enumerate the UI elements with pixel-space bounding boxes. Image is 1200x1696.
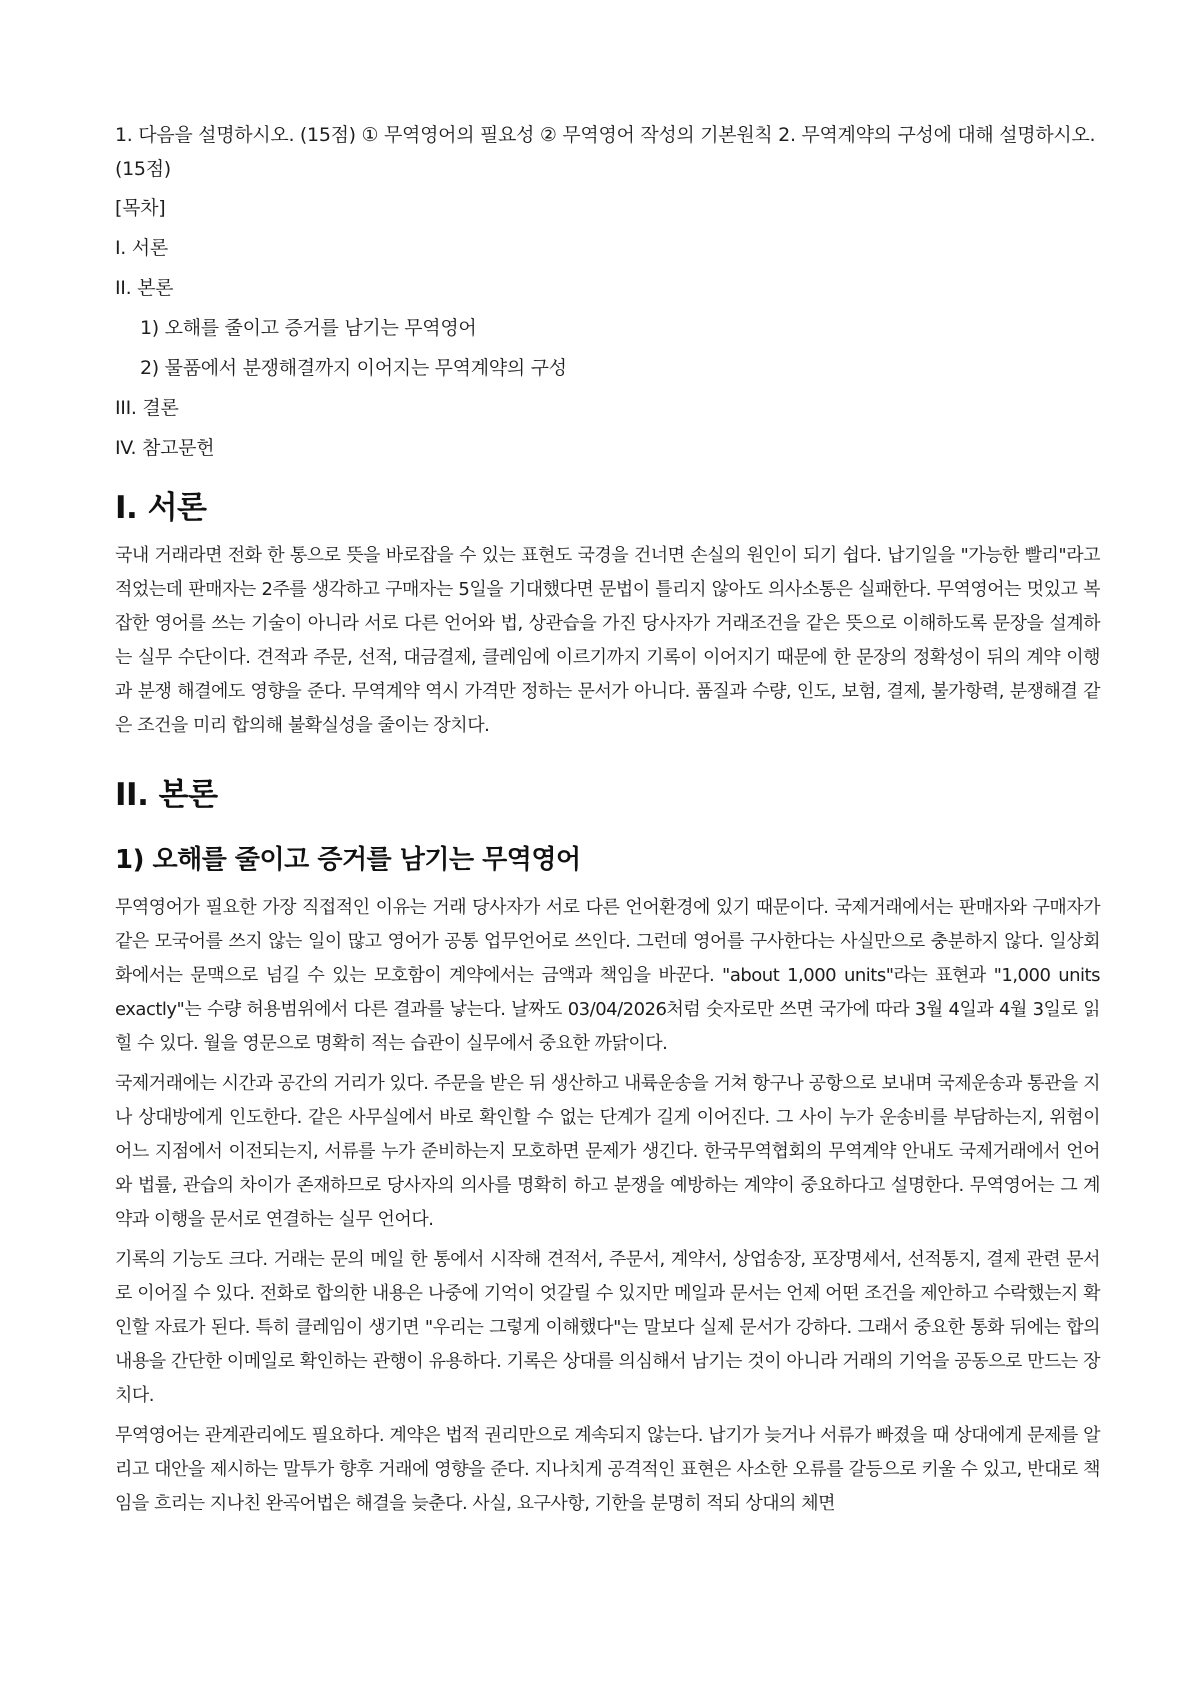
intro-heading: I. 서론 — [115, 490, 207, 526]
assignment-question: 1. 다음을 설명하시오. (15점) ① 무역영어의 필요성 ② 무역영어 작성의 기본원칙 2. 무역계약의 구성에 대해 설명하시오. (15점) — [115, 124, 1096, 180]
body-heading: II. 본론 — [115, 777, 218, 813]
toc-item-intro: I. 서론 — [115, 237, 168, 259]
toc-item-conclusion: III. 결론 — [115, 397, 179, 419]
body-paragraph: 국제거래에는 시간과 공간의 거리가 있다. 주문을 받은 뒤 생산하고 내륙운송을 거쳐 항구나 공항으로 보내며 국제운송과 통관을 지나 상대방에게 인도한다. 같은 사무실에서 바로 확인할 수 없는 단계가 길게 이어진다. 그 사이 누가 운송비를 부담하는지, 위험이 어느 지점에서 이전되는지, 서류를 누가 준비하는지 모호하면 문제가 생긴다. 한국무역협회의 무역계약 안내도 국제거래에서 언어와 법률, 관습의 차이가 존재하므로 당사자의 의사를 명확히 하고 분쟁을 예방하는 계약이 중요하다고 설명한다. 무역영어는 그 계약과 이행을 문서로 연결하는 실무 언어다. — [115, 1073, 1100, 1230]
toc-heading: [목차] — [115, 197, 166, 219]
document-page — [115, 118, 1100, 1527]
toc-item-body-2: 2) 물품에서 분쟁해결까지 이어지는 무역계약의 구성 — [140, 357, 567, 379]
body-paragraph: 무역영어는 관계관리에도 필요하다. 계약은 법적 권리만으로 계속되지 않는다. 납기가 늦거나 서류가 빠졌을 때 상대에게 문제를 알리고 대안을 제시하는 말투가 향후 거래에 영향을 준다. 지나치게 공격적인 표현은 사소한 오류를 갈등으로 키울 수 있고, 반대로 책임을 흐리는 지나친 완곡어법은 해결을 늦춘다. 사실, 요구사항, 기한을 분명히 적되 상대의 체면 — [115, 1425, 1100, 1514]
body-section-1-heading: 1) 오해를 줄이고 증거를 남기는 무역영어 — [115, 845, 581, 875]
body-paragraph: 무역영어가 필요한 가장 직접적인 이유는 거래 당사자가 서로 다른 언어환경에 있기 때문이다. 국제거래에서는 판매자와 구매자가 같은 모국어를 쓰지 않는 일이 많고 영어가 공통 업무언어로 쓰인다. 그런데 영어를 구사한다는 사실만으로 충분하지 않다. 일상회화에서는 문맥으로 넘길 수 있는 모호함이 계약에서는 금액과 책임을 바꾼다. "about 1,000 units"라는 표현과 "1,000 units exactly"는 수량 허용범위에서 다른 결과를 낳는다. 날짜도 03/04/2026처럼 숫자로만 쓰면 국가에 따라 3월 4일과 4월 3일로 읽힐 수 있다. 월을 영문으로 명확히 적는 습관이 실무에서 중요한 까닭이다. — [115, 897, 1100, 1054]
table-of-contents — [115, 194, 1100, 462]
toc-item-body: II. 본론 — [115, 277, 174, 299]
intro-paragraph: 국내 거래라면 전화 한 통으로 뜻을 바로잡을 수 있는 표현도 국경을 건너면 손실의 원인이 되기 쉽다. 납기일을 "가능한 빨리"라고 적었는데 판매자는 2주를 생각하고 구매자는 5일을 기대했다면 문법이 틀리지 않아도 의사소통은 실패한다. 무역영어는 멋있고 복잡한 영어를 쓰는 기술이 아니라 서로 다른 언어와 법, 상관습을 가진 당사자가 거래조건을 같은 뜻으로 이해하도록 문장을 설계하는 실무 수단이다. 견적과 주문, 선적, 대금결제, 클레임에 이르기까지 기록이 이어지기 때문에 한 문장의 정확성이 뒤의 계약 이행과 분쟁 해결에도 영향을 준다. 무역계약 역시 가격만 정하는 문서가 아니다. 품질과 수량, 인도, 보험, 결제, 불가항력, 분쟁해결 같은 조건을 미리 합의해 불확실성을 줄이는 장치다. — [115, 545, 1100, 736]
toc-item-body-1: 1) 오해를 줄이고 증거를 남기는 무역영어 — [140, 317, 477, 339]
body-paragraph: 기록의 기능도 크다. 거래는 문의 메일 한 통에서 시작해 견적서, 주문서, 계약서, 상업송장, 포장명세서, 선적통지, 결제 관련 문서로 이어질 수 있다. 전화로 합의한 내용은 나중에 기억이 엇갈릴 수 있지만 메일과 문서는 언제 어떤 조건을 제안하고 수락했는지 확인할 자료가 된다. 특히 클레임이 생기면 "우리는 그렇게 이해했다"는 말보다 실제 문서가 강하다. 그래서 중요한 통화 뒤에는 합의내용을 간단한 이메일로 확인하는 관행이 유용하다. 기록은 상대를 의심해서 남기는 것이 아니라 거래의 기억을 공동으로 만드는 장치다. — [115, 1249, 1100, 1406]
toc-item-references: IV. 참고문헌 — [115, 437, 215, 459]
